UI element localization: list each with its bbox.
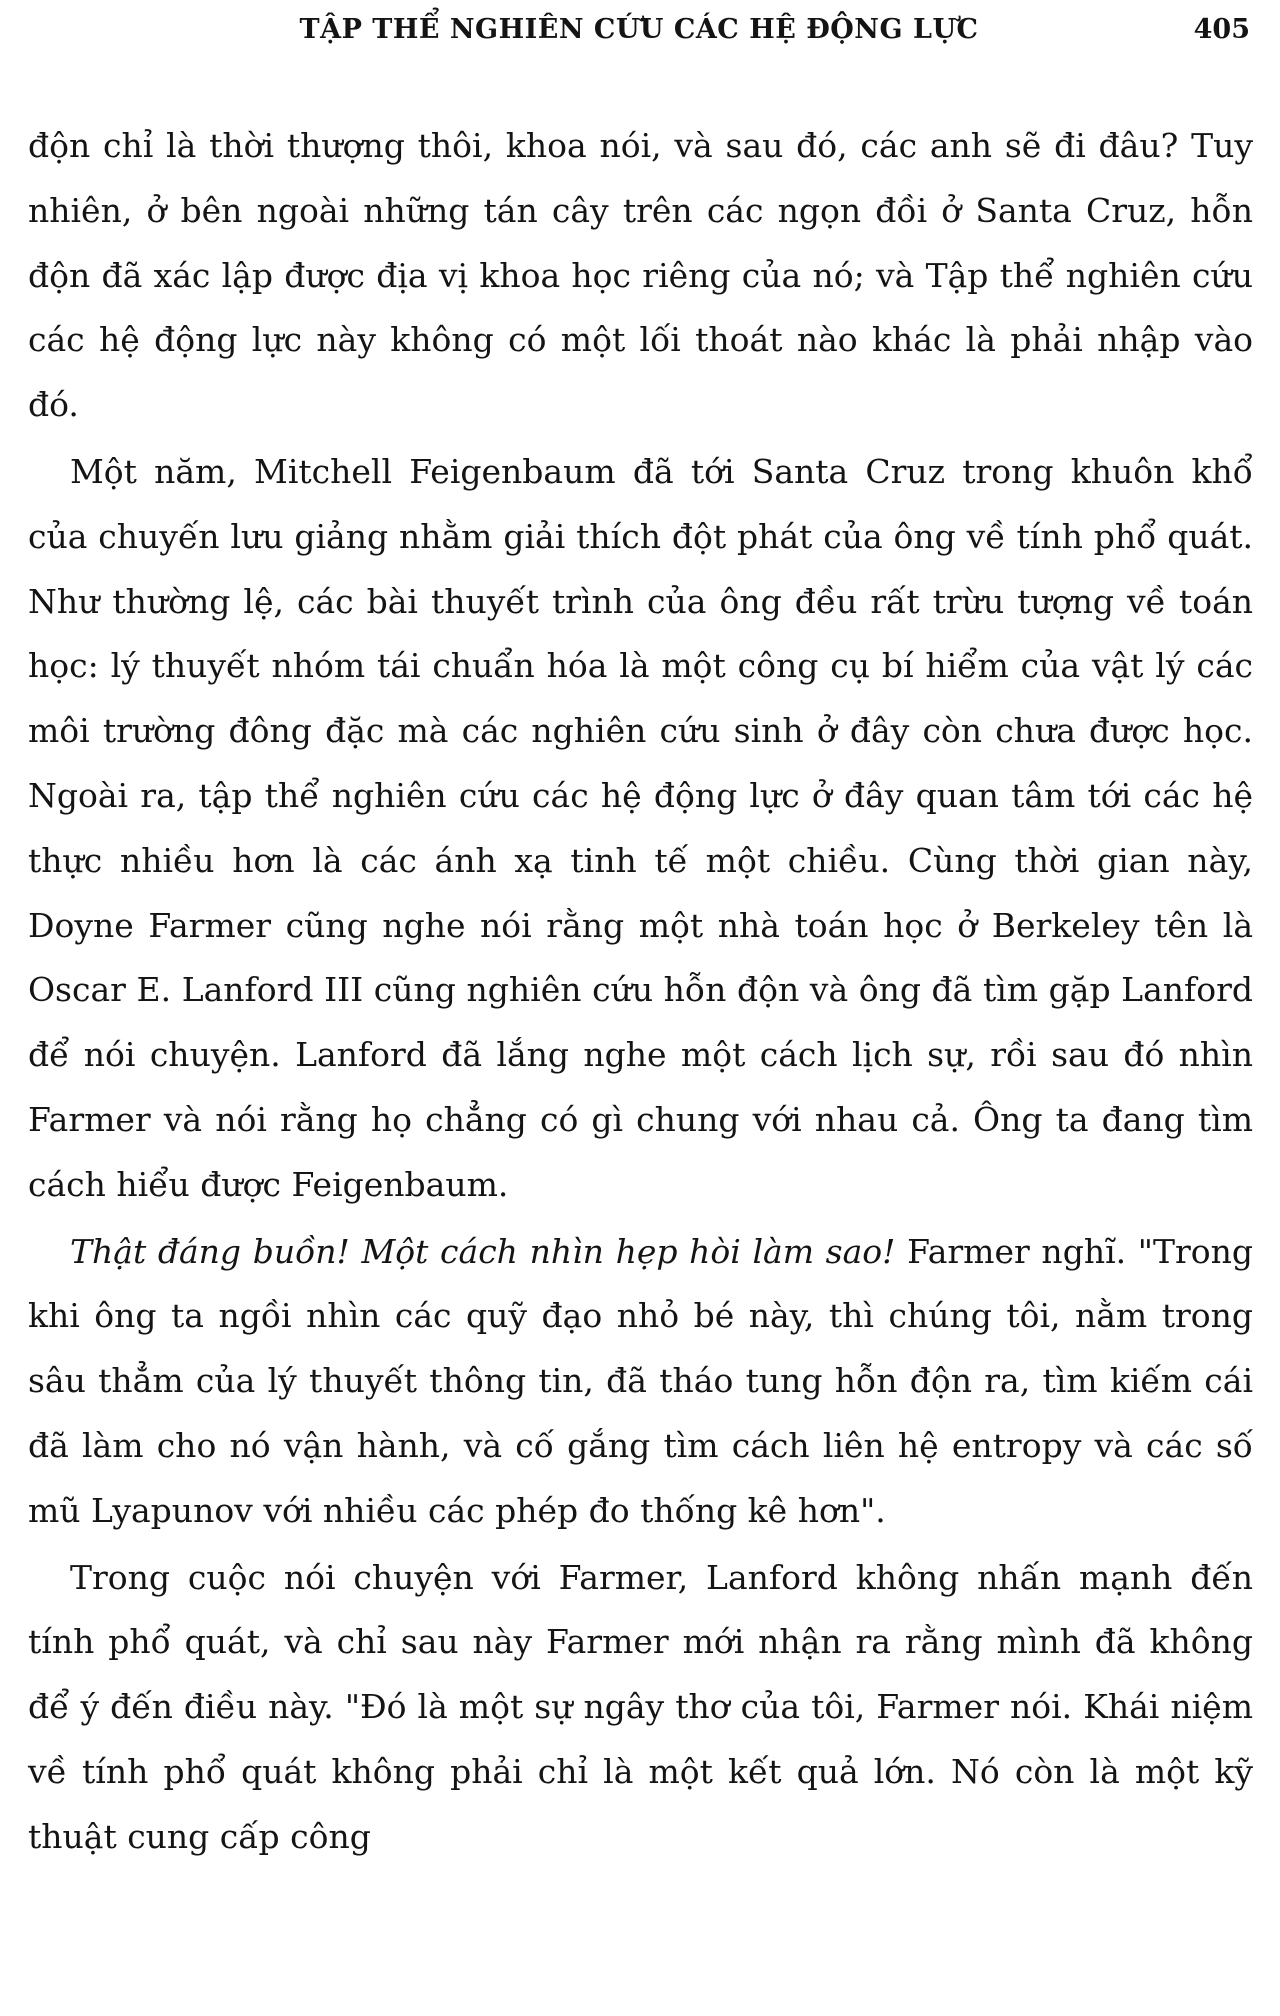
paragraph-text: Farmer nghĩ. "Trong khi ông ta ngồi nhìn các quỹ đạo nhỏ bé này, thì chúng tôi, nằm trong sâu thẳm của lý thuyết thông tin, đã tháo tung hỗn độn ra, tìm kiếm cái đã làm cho nó vận hành, và cố gắng tìm cách liên hệ entropy và các số mũ Lyapunov với nhiều các phép đo thống kê hơn".: [28, 1231, 1253, 1530]
paragraph-universality: [28, 1546, 1253, 1870]
paragraph-text: Trong cuộc nói chuyện với Farmer, Lanford không nhấn mạnh đến tính phổ quát, và chỉ sau này Farmer mới nhận ra rằng mình đã không để ý đến điều này. "Đó là một sự ngây thơ của tôi, Farmer nói. Khái niệm về tính phổ quát không phải chỉ là một kết quả lớn. Nó còn là một kỹ thuật cung cấp công: [28, 1557, 1253, 1856]
body-text: [28, 114, 1253, 1870]
running-header: [28, 10, 1250, 56]
page-number: 405: [1193, 14, 1250, 45]
italic-phrase: Thật đáng buồn! Một cách nhìn hẹp hòi làm sao!: [70, 1231, 896, 1271]
paragraph-farmer-thoughts: [28, 1220, 1253, 1544]
paragraph-text: Một năm, Mitchell Feigenbaum đã tới Santa Cruz trong khuôn khổ của chuyến lưu giảng nhằm giải thích đột phát của ông về tính phổ quát. Như thường lệ, các bài thuyết trình của ông đều rất trừu tượng về toán học: lý thuyết nhóm tái chuẩn hóa là một công cụ bí hiểm của vật lý các môi trường đông đặc mà các nghiên cứu sinh ở đây còn chưa được học. Ngoài ra, tập thể nghiên cứu các hệ động lực ở đây quan tâm tới các hệ thực nhiều hơn là các ánh xạ tinh tế một chiều. Cùng thời gian này, Doyne Farmer cũng nghe nói rằng một nhà toán học ở Berkeley tên là Oscar E. Lanford III cũng nghiên cứu hỗn độn và ông đã tìm gặp Lanford để nói chuyện. Lanford đã lắng nghe một cách lịch sự, rồi sau đó nhìn Farmer và nói rằng họ chẳng có gì chung với nhau cả. Ông ta đang tìm cách hiểu được Feigenbaum.: [28, 451, 1253, 1204]
running-title: TẬP THỂ NGHIÊN CỨU CÁC HỆ ĐỘNG LỰC: [299, 14, 979, 45]
paragraph-continuation: [28, 114, 1253, 438]
paragraph-feigenbaum-visit: [28, 440, 1253, 1218]
paragraph-text: độn chỉ là thời thượng thôi, khoa nói, và sau đó, các anh sẽ đi đâu? Tuy nhiên, ở bên ngoài những tán cây trên các ngọn đồi ở Santa Cruz, hỗn độn đã xác lập được địa vị khoa học riêng của nó; và Tập thể nghiên cứu các hệ động lực này không có một lối thoát nào khác là phải nhập vào đó.: [28, 126, 1253, 425]
